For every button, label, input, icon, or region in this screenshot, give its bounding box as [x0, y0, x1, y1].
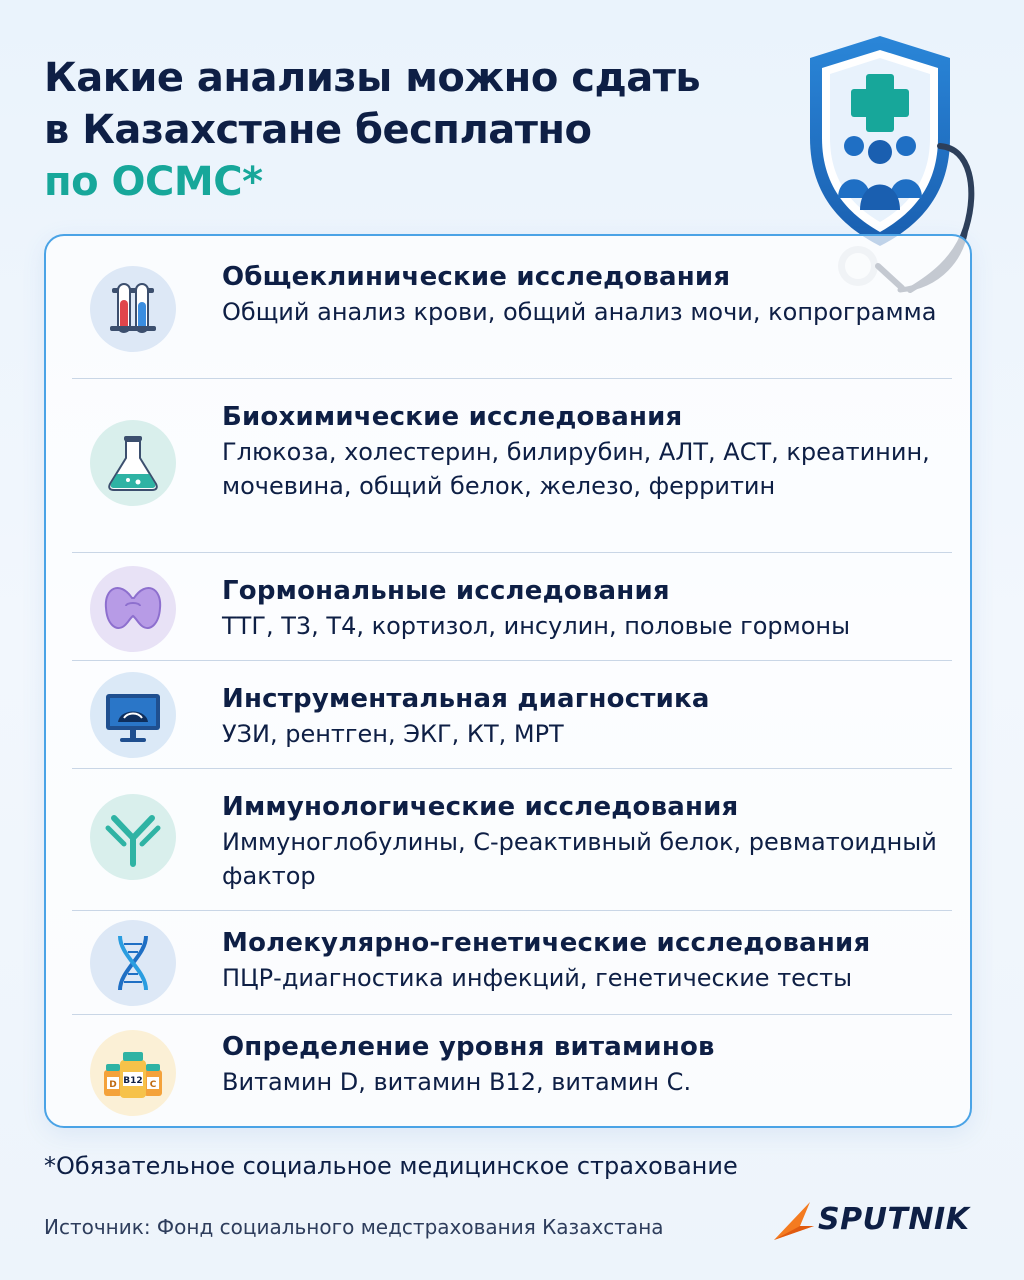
antibody-icon — [90, 794, 176, 880]
brand-name: SPUTNIK — [818, 1202, 970, 1237]
title-line-1: Какие анализы можно сдать — [44, 55, 701, 101]
thyroid-icon — [90, 566, 176, 652]
source-credit: Источник: Фонд социального медстрахования Казахстана — [44, 1215, 664, 1239]
item-heading: Иммунологические исследования — [222, 792, 739, 822]
item-description: Глюкоза, холестерин, билирубин, АЛТ, АСТ, креатинин, мочевина, общий белок, железо, ферритин — [222, 438, 930, 500]
item-description: Витамин D, витамин B12, витамин C. — [222, 1068, 692, 1096]
divider — [72, 1014, 952, 1015]
divider — [72, 660, 952, 661]
divider — [72, 910, 952, 911]
vitamin-d-label: D — [109, 1080, 117, 1090]
vitamin-bottles-icon — [90, 1030, 176, 1116]
tests-card — [44, 234, 972, 1128]
item-heading: Инструментальная диагностика — [222, 684, 710, 714]
item-description: ТТГ, Т3, Т4, кортизол, инсулин, половые гормоны — [222, 612, 851, 640]
divider — [72, 552, 952, 553]
title-line-3: по ОСМС* — [44, 159, 263, 205]
item-description: УЗИ, рентген, ЭКГ, КТ, МРТ — [222, 720, 564, 748]
item-description: Общий анализ крови, общий анализ мочи, копрограмма — [222, 298, 937, 326]
vitamin-b12-label: B12 — [123, 1076, 143, 1086]
item-heading: Молекулярно-генетические исследования — [222, 928, 871, 958]
item-description: ПЦР-диагностика инфекций, генетические тесты — [222, 964, 853, 992]
item-heading: Определение уровня витаминов — [222, 1032, 715, 1062]
title-line-2: в Казахстане бесплатно — [44, 107, 592, 153]
item-description: Иммуноглобулины, С-реактивный белок, ревматоидный фактор — [222, 828, 937, 890]
test-tubes-icon — [90, 266, 176, 352]
dna-icon — [90, 920, 176, 1006]
footnote: *Обязательное социальное медицинское страхование — [44, 1152, 738, 1180]
page-title — [44, 52, 804, 208]
flask-icon — [90, 420, 176, 506]
divider — [72, 378, 952, 379]
item-heading: Гормональные исследования — [222, 576, 670, 606]
item-heading: Общеклинические исследования — [222, 262, 731, 292]
vitamin-c-label: C — [149, 1080, 157, 1090]
divider — [72, 768, 952, 769]
ultrasound-monitor-icon — [90, 672, 176, 758]
item-heading: Биохимические исследования — [222, 402, 683, 432]
